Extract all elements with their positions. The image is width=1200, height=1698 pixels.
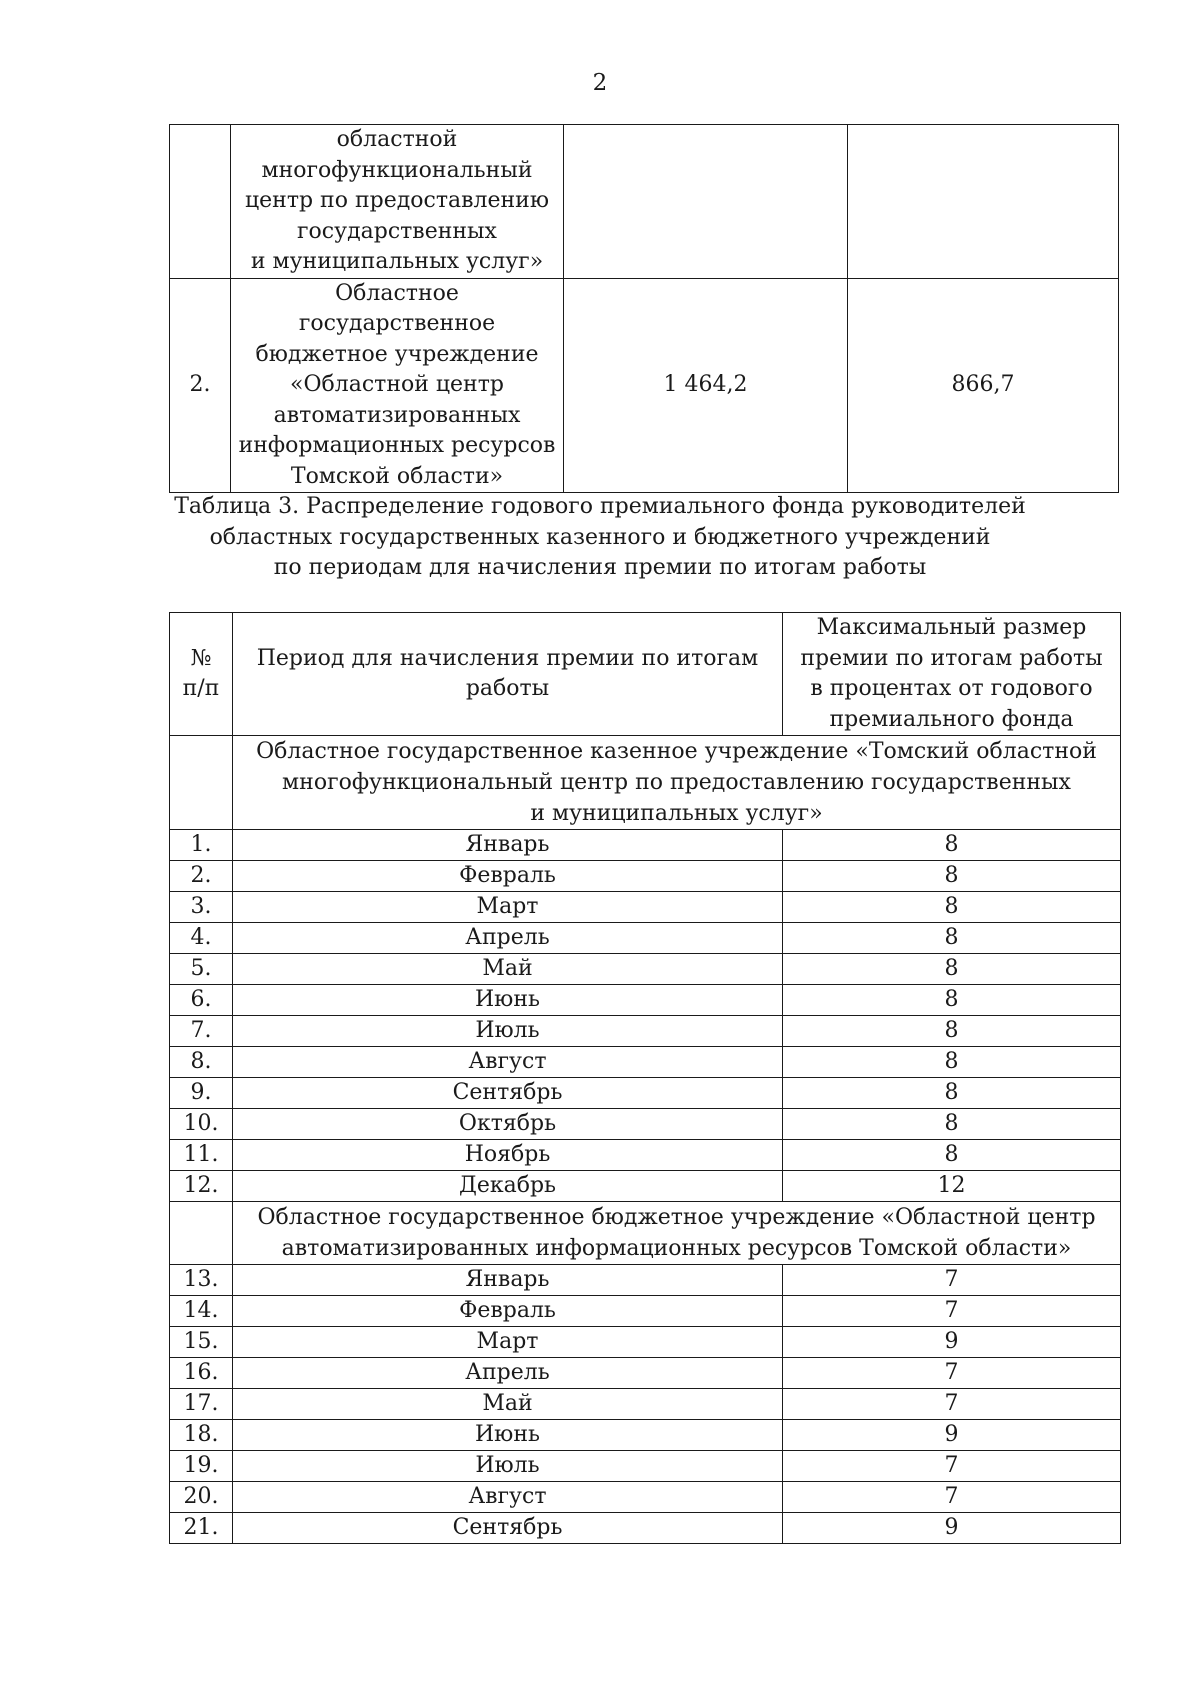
period-cell: Июль xyxy=(233,1016,783,1047)
header-period: Период для начисления премии по итогам работы xyxy=(233,613,783,736)
bonus-percent-cell: 7 xyxy=(783,1451,1121,1482)
table-row xyxy=(170,1265,1121,1296)
caption-line: Таблица 3. Распределение годового премиального фонда руководителей xyxy=(174,494,1026,519)
name-line: многофункциональный xyxy=(261,157,533,183)
row-number: 2. xyxy=(170,861,233,892)
bonus-percent-cell: 8 xyxy=(783,892,1121,923)
period-cell: Январь xyxy=(233,1265,783,1296)
period-cell: Июль xyxy=(233,1451,783,1482)
bonus-percent-cell: 12 xyxy=(783,1171,1121,1202)
bonus-percent-cell: 8 xyxy=(783,861,1121,892)
header-number: № п/п xyxy=(170,613,233,736)
period-cell: Апрель xyxy=(233,1358,783,1389)
table-row xyxy=(170,278,1119,493)
row-number: 16. xyxy=(170,1358,233,1389)
period-cell: Август xyxy=(233,1482,783,1513)
table-caption xyxy=(0,492,1200,584)
bonus-percent-cell: 8 xyxy=(783,1140,1121,1171)
continuation-table xyxy=(169,124,1119,493)
table-row xyxy=(170,1420,1121,1451)
section-header-row xyxy=(170,1202,1121,1265)
name-line: информационных ресурсов xyxy=(238,433,556,458)
bonus-distribution-table xyxy=(169,612,1121,1544)
name-line: бюджетное учреждение xyxy=(255,341,539,367)
period-cell: Май xyxy=(233,954,783,985)
name-line: Томской области» xyxy=(290,463,504,489)
row-number: 8. xyxy=(170,1047,233,1078)
row-number: 18. xyxy=(170,1420,233,1451)
row-number: 4. xyxy=(170,923,233,954)
bonus-percent-cell: 8 xyxy=(783,1078,1121,1109)
value-cell xyxy=(848,125,1119,279)
period-cell: Декабрь xyxy=(233,1171,783,1202)
institution-name xyxy=(231,125,564,279)
bonus-percent-cell: 9 xyxy=(783,1420,1121,1451)
table-row xyxy=(170,861,1121,892)
row-number: 20. xyxy=(170,1482,233,1513)
period-cell: Январь xyxy=(233,830,783,861)
row-number: 1. xyxy=(170,830,233,861)
name-line: «Областной центр xyxy=(290,372,504,397)
row-number: 21. xyxy=(170,1513,233,1544)
row-number: 2. xyxy=(170,278,231,493)
table-row xyxy=(170,1140,1121,1171)
section-number-cell xyxy=(170,1202,233,1265)
name-line: и муниципальных услуг» xyxy=(250,249,544,274)
table-row xyxy=(170,1047,1121,1078)
header-max-bonus: Максимальный размер премии по итогам работы в процентах от годового премиального фонда xyxy=(783,613,1121,736)
row-number: 9. xyxy=(170,1078,233,1109)
table-row xyxy=(170,830,1121,861)
row-number: 7. xyxy=(170,1016,233,1047)
value-cell: 1 464,2 xyxy=(564,278,848,493)
value-cell: 866,7 xyxy=(848,278,1119,493)
bonus-percent-cell: 7 xyxy=(783,1358,1121,1389)
row-number: 14. xyxy=(170,1296,233,1327)
table-row xyxy=(170,1327,1121,1358)
row-number: 17. xyxy=(170,1389,233,1420)
table-row xyxy=(170,125,1119,279)
section-title-line: Областное государственное бюджетное учреждение «Областной центр xyxy=(257,1205,1096,1230)
table-row xyxy=(170,1109,1121,1140)
period-cell: Май xyxy=(233,1389,783,1420)
period-cell: Июнь xyxy=(233,985,783,1016)
table-row xyxy=(170,1513,1121,1544)
period-cell: Август xyxy=(233,1047,783,1078)
table-row xyxy=(170,1296,1121,1327)
institution-name xyxy=(231,278,564,493)
row-number: 15. xyxy=(170,1327,233,1358)
bonus-percent-cell: 8 xyxy=(783,1047,1121,1078)
table-row xyxy=(170,1078,1121,1109)
bonus-percent-cell: 7 xyxy=(783,1296,1121,1327)
period-cell: Июнь xyxy=(233,1420,783,1451)
name-line: государственных xyxy=(297,218,497,244)
name-line: Областное xyxy=(335,280,459,306)
period-cell: Апрель xyxy=(233,923,783,954)
bonus-percent-cell: 8 xyxy=(783,923,1121,954)
period-cell: Сентябрь xyxy=(233,1513,783,1544)
bonus-percent-cell: 8 xyxy=(783,985,1121,1016)
row-number xyxy=(170,125,231,279)
bonus-percent-cell: 9 xyxy=(783,1327,1121,1358)
bonus-percent-cell: 8 xyxy=(783,1109,1121,1140)
period-cell: Март xyxy=(233,892,783,923)
row-number: 3. xyxy=(170,892,233,923)
name-line: государственное xyxy=(298,311,496,336)
name-line: областной xyxy=(336,127,458,152)
period-cell: Сентябрь xyxy=(233,1078,783,1109)
table-row xyxy=(170,1016,1121,1047)
row-number: 10. xyxy=(170,1109,233,1140)
table-row xyxy=(170,1358,1121,1389)
row-number: 19. xyxy=(170,1451,233,1482)
row-number: 6. xyxy=(170,985,233,1016)
caption-line: областных государственных казенного и бюджетного учреждений xyxy=(209,524,991,550)
section-title-line: многофункциональный центр по предоставлению государственных xyxy=(282,770,1071,795)
period-cell: Октябрь xyxy=(233,1109,783,1140)
table-header-row xyxy=(170,613,1121,736)
section-header-row xyxy=(170,736,1121,830)
bonus-percent-cell: 9 xyxy=(783,1513,1121,1544)
value-cell xyxy=(564,125,848,279)
table-row xyxy=(170,954,1121,985)
bonus-percent-cell: 7 xyxy=(783,1265,1121,1296)
section-title-line: автоматизированных информационных ресурсов Томской области» xyxy=(281,1236,1072,1261)
name-line: центр по предоставлению xyxy=(244,188,549,213)
table-row xyxy=(170,1451,1121,1482)
table-row xyxy=(170,892,1121,923)
bonus-percent-cell: 8 xyxy=(783,830,1121,861)
table-row xyxy=(170,1482,1121,1513)
bonus-percent-cell: 7 xyxy=(783,1482,1121,1513)
period-cell: Февраль xyxy=(233,1296,783,1327)
section-number-cell xyxy=(170,736,233,830)
period-cell: Февраль xyxy=(233,861,783,892)
section-title xyxy=(233,1202,1121,1265)
section-title xyxy=(233,736,1121,830)
row-number: 11. xyxy=(170,1140,233,1171)
period-cell: Ноябрь xyxy=(233,1140,783,1171)
table-row xyxy=(170,1171,1121,1202)
row-number: 13. xyxy=(170,1265,233,1296)
period-cell: Март xyxy=(233,1327,783,1358)
section-title-line: Областное государственное казенное учреждение «Томский областной xyxy=(256,739,1097,764)
caption-line: по периодам для начисления премии по итогам работы xyxy=(273,555,927,580)
table-row xyxy=(170,985,1121,1016)
bonus-percent-cell: 7 xyxy=(783,1389,1121,1420)
section-title-line: и муниципальных услуг» xyxy=(530,801,823,826)
row-number: 5. xyxy=(170,954,233,985)
bonus-percent-cell: 8 xyxy=(783,1016,1121,1047)
page-number: 2 xyxy=(592,70,608,96)
row-number: 12. xyxy=(170,1171,233,1202)
table-row xyxy=(170,923,1121,954)
table-row xyxy=(170,1389,1121,1420)
bonus-percent-cell: 8 xyxy=(783,954,1121,985)
name-line: автоматизированных xyxy=(273,402,521,428)
